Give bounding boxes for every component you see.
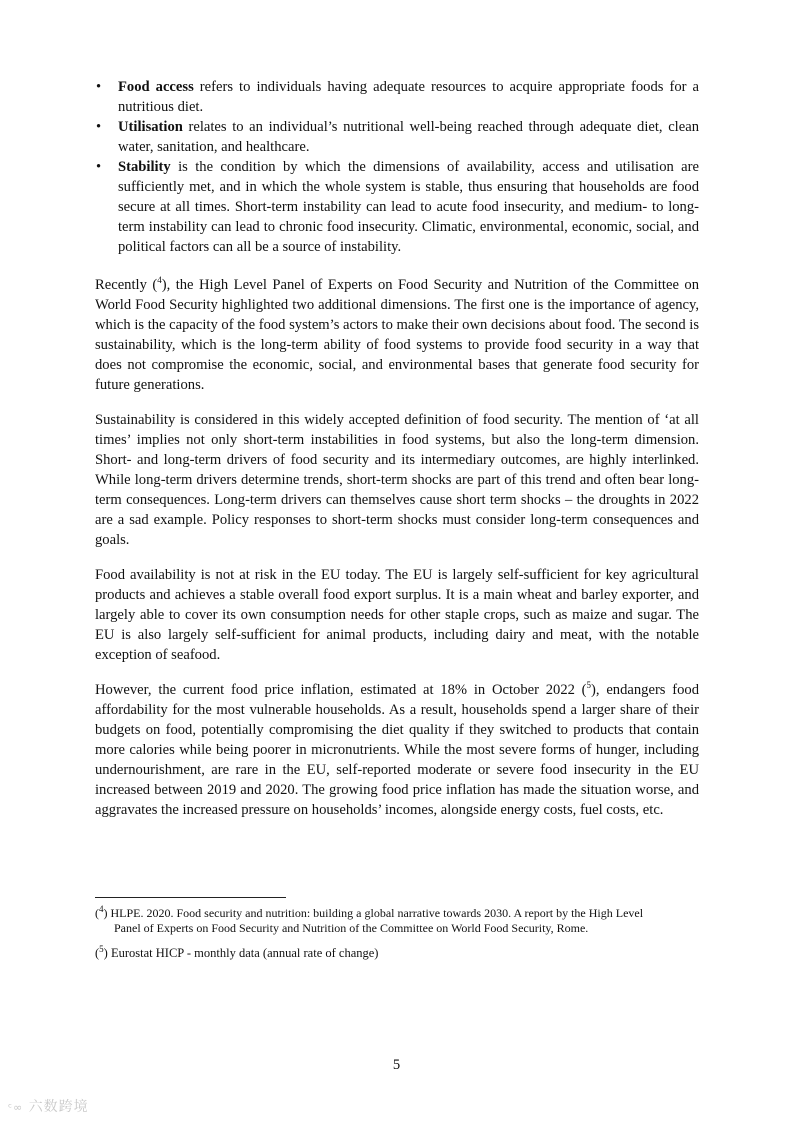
bullet-stability [95, 157, 699, 257]
page-number: 5 [392, 1057, 401, 1073]
bullet-text: relates to an individual’s nutritional well-being reached through adequate diet, clean water, sanitation, and healthcare. [118, 119, 699, 155]
footnote-4: ($^4$) HLPE. 2020. Food security and nutrition: building a global narrative towards 2030. A report by the High Level Panel of Experts on Food Security and Nutrition of the Committee on World Food Security, Rome. [95, 906, 699, 936]
bullet-icon: • [96, 79, 102, 95]
text: ), endangers food affordability for the most vulnerable households. As a result, households spend a larger share of their budgets on food, potentially compromising the diet quality if they switched to products that contain more calories while being poorer in micronutrients. While the most severe forms of hunger, including undernourishment, are rare in the EU, self-reported moderate or severe food insecurity in the EU increased between 2019 and 2020. The growing food price inflation has made the situation worse, and aggravates the increased pressure on households’ incomes, alongside energy costs, fuel costs, etc. [95, 682, 700, 818]
paragraph-recently [95, 275, 699, 395]
footnote-number: 5 [99, 943, 104, 954]
paragraph-food-availability: Food availability is not at risk in the EU today. The EU is largely self-sufficient for key agricultural products and achieves a stable overall food export surplus. It is a main wheat and barley exporter, and largely able to cover its own consumption needs for other staple crops, such as maize and sugar. The EU is also largely self-sufficient for animal products, including dairy and meat, with the notable exception of seafood. [95, 567, 699, 663]
text: ), the High Level Panel of Experts on Food Security and Nutrition of the Committee on World Food Security highlighted two additional dimensions. The first one is the importance of agency, which is the capacity of the food system’s actors to make their own decisions about food. The second is sustainability, which is the long-term ability of food systems to provide food security in a way that does not compromise the economic, social, and environmental bases that generate food security for future generations. [95, 277, 700, 393]
bullet-term: Stability [118, 159, 171, 175]
bullet-utilisation [95, 117, 699, 157]
bullet-term: Utilisation [118, 119, 183, 135]
footnote-ref-4[interactable]: 4 [157, 275, 162, 286]
footnote-number: 4 [99, 904, 104, 914]
text: However, the current food price inflation, estimated at 18% in October 2022 ( [95, 682, 587, 698]
footnote-separator [95, 897, 286, 898]
bullet-icon: • [96, 119, 102, 135]
paragraph-price-inflation [95, 680, 699, 820]
footnote-text: Panel of Experts on Food Security and Nutrition of the Committee on World Food Security, Rome. [114, 921, 589, 935]
text: Recently ( [95, 277, 158, 293]
watermark-icon: ᶜ∞ [8, 1101, 24, 1114]
bullet-list [95, 77, 699, 257]
paragraph-sustainability: Sustainability is considered in this widely accepted definition of food security. The mention of ‘at all times’ implies not only short-term instabilities in food systems, but also the long-term dimension. Short- and long-term drivers of food security and its intermediary outcomes, are highly interlinked. While long-term drivers determine trends, short-term shocks are part of this trend and often bear long-term consequences. Long-term drivers can themselves cause short term shocks – the droughts in 2022 are a sad example. Policy responses to short-term shocks must consider long-term consequences and goals. [95, 412, 699, 548]
footnote-5: ($^5$) Eurostat HICP - monthly data (annual rate of change) [95, 943, 379, 960]
footnote-text: HLPE. 2020. Food security and nutrition: building a global narrative towards 2030. A report by the High Level [107, 906, 644, 920]
bullet-text: is the condition by which the dimensions of availability, access and utilisation are sufficiently met, and in which the whole system is stable, thus ensuring that households are food secure at all times. Short-term instability can lead to acute food insecurity, and medium- to long-term instability can lead to chronic food insecurity. Climatic, environmental, economic, social, and political factors can all be a source of instability. [118, 159, 699, 255]
bullet-food-access [95, 77, 699, 117]
bullet-icon: • [96, 159, 102, 175]
watermark-logo [8, 1096, 89, 1116]
bullet-term: Food access [118, 79, 194, 95]
bullet-text: refers to individuals having adequate resources to acquire appropriate foods for a nutritious diet. [118, 79, 699, 115]
footnote-text: Eurostat HICP - monthly data (annual rate of change) [107, 946, 379, 960]
watermark-text: 六数跨境 [28, 1099, 89, 1115]
footnote-ref-5[interactable]: 5 [586, 680, 592, 691]
